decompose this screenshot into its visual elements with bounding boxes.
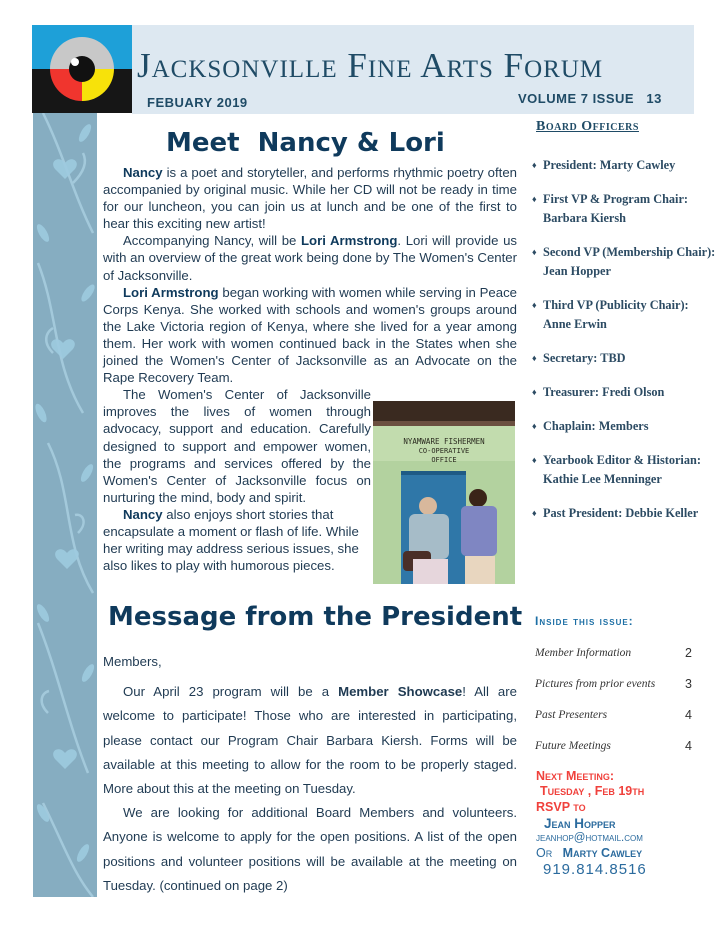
- diamond-bullet-icon: ♦: [532, 455, 537, 465]
- toc-item: [535, 736, 720, 767]
- toc-label: Future Meetings: [535, 740, 611, 752]
- officer-text: President: Marty Cawley: [543, 158, 676, 172]
- officer-item: [531, 156, 716, 175]
- bold-name: Lori Armstrong: [123, 284, 219, 300]
- toc-item: [535, 643, 720, 674]
- salutation: Members,: [103, 654, 162, 669]
- article-heading: Meet Nancy & Lori: [166, 128, 445, 158]
- officer-item: [531, 504, 716, 523]
- toc-label: Pictures from prior events: [535, 678, 656, 690]
- officer-item: [531, 296, 716, 334]
- officer-item: [531, 349, 716, 368]
- diamond-bullet-icon: ♦: [532, 353, 537, 363]
- kenya-photo: [373, 401, 515, 584]
- contact-phone: 919.814.8516: [543, 860, 647, 878]
- contact-name-2: Marty Cawley: [562, 846, 643, 861]
- diamond-bullet-icon: ♦: [532, 300, 537, 310]
- issue-volume: VOLUME 7 ISSUE 13: [518, 91, 662, 106]
- paragraph-text: . Lori will provide us with an overview of the great work being done by The Women's Center of Jacksonville.: [103, 233, 517, 283]
- president-heading: Message from the President: [108, 602, 523, 632]
- decorative-floral-sidebar: [33, 113, 97, 897]
- inside-heading: Inside this issue:: [535, 614, 634, 628]
- message-paragraph: [103, 680, 517, 801]
- board-officers-heading: Board Officers: [536, 119, 639, 134]
- next-meeting-label: Next Meeting:: [536, 769, 615, 783]
- svg-text:CO-OPERATIVE: CO-OPERATIVE: [418, 447, 470, 455]
- bold-name: Nancy: [123, 165, 163, 180]
- officer-text: Third VP (Publicity Chair): Anne Erwin: [543, 298, 689, 331]
- officer-item: [531, 383, 716, 402]
- toc-page: 2: [685, 646, 692, 660]
- article-paragraph: [103, 284, 517, 387]
- svg-text:NYAMWARE FISHERMEN: NYAMWARE FISHERMEN: [403, 437, 485, 446]
- diamond-bullet-icon: ♦: [532, 160, 537, 170]
- rsvp-label: RSVP to: [536, 799, 586, 814]
- officer-text: Chaplain: Members: [543, 419, 649, 433]
- contact-email[interactable]: jeanhop@hotmail.com: [536, 832, 643, 845]
- toc-label: Past Presenters: [535, 709, 608, 721]
- officer-text: First VP & Program Chair: Barbara Kiersh: [543, 192, 689, 225]
- officer-item: [531, 190, 716, 228]
- paragraph-text: Accompanying Nancy, will be: [123, 233, 301, 249]
- officer-list: [531, 156, 716, 523]
- toc-item: [535, 705, 720, 736]
- next-meeting-box: [536, 769, 721, 877]
- toc-label: Member Information: [535, 647, 632, 659]
- paragraph-text: is a poet and storyteller, and performs rhythmic poetry often accompanied by original music. While her CD will not be ready in time for our luncheon, you can join us at lunch and be one of the first to hear this exciting new artist!: [103, 165, 517, 232]
- officer-text: Second VP (Membership Chair): Jean Hopper: [543, 245, 716, 278]
- forum-logo: [32, 25, 132, 113]
- contact-or-line: [536, 846, 721, 861]
- board-officers-panel: [531, 119, 716, 538]
- toc-page: 4: [685, 739, 692, 753]
- photo-image-icon: [373, 401, 515, 584]
- diamond-bullet-icon: ♦: [532, 194, 537, 204]
- paragraph-text: Our April 23 program will be a: [123, 684, 339, 700]
- officer-item: [531, 243, 716, 281]
- president-message: [103, 650, 517, 898]
- table-of-contents: [535, 643, 720, 767]
- toc-page: 3: [685, 677, 692, 691]
- diamond-bullet-icon: ♦: [532, 421, 537, 431]
- article-paragraph: [103, 232, 517, 283]
- toc-page: 4: [685, 708, 692, 722]
- officer-text: Treasurer: Fredi Olson: [543, 385, 665, 399]
- officer-text: Past President: Debbie Keller: [543, 506, 699, 520]
- officer-item: [531, 417, 716, 436]
- contact-name-1: Jean Hopper: [544, 815, 616, 831]
- diamond-bullet-icon: ♦: [532, 247, 537, 257]
- officer-text: Yearbook Editor & Historian: Kathie Lee Menninger: [543, 453, 701, 486]
- toc-item: [535, 674, 720, 705]
- paragraph-text: began working with women while serving in Peace Corps Kenya. She worked with schools and women's groups around the Lake Victoria region of Kenya, where she lived for a year among them. Her work with women continued back in the States when she joined the Women's Center of Jacksonville as an Advocate on the Rape Recovery Team.: [103, 284, 517, 386]
- diamond-bullet-icon: ♦: [532, 387, 537, 397]
- next-meeting-date: Tuesday , Feb 19th: [540, 784, 645, 799]
- masthead-title: Jacksonville Fine Arts Forum: [137, 46, 604, 85]
- bold-name: Lori Armstrong: [300, 233, 398, 249]
- svg-text:OFFICE: OFFICE: [431, 456, 457, 464]
- diamond-bullet-icon: ♦: [532, 508, 537, 518]
- inside-this-issue: [535, 614, 720, 767]
- officer-item: [531, 451, 716, 489]
- paragraph-text: ! All are welcome to participate! Those who are interested in participating, please contact our Program Chair Barbara Kiersh. Forms will be available at this meeting to allow for the room to be properly staged. More about this at the meeting on Tuesday.: [103, 684, 517, 797]
- article-paragraph: [103, 164, 517, 232]
- message-paragraph: We are looking for additional Board Members and volunteers. Anyone is welcome to apply for the open positions. A list of the open positions and volunteer positions will be available at the meeting on Tuesday. (continued on page 2): [103, 805, 517, 893]
- officer-text: Secretary: TBD: [543, 351, 626, 365]
- bold-text: Member Showcase: [338, 684, 463, 700]
- or-text: Or: [536, 846, 553, 861]
- article-paragraph: The Women's Center of Jacksonville improves the lives of women through advocacy, support and education. Carefully designed to support and empower women, the programs and services offered by the Women's Center of Jacksonville focus on nurturing the mind, body and spirit.: [103, 387, 371, 505]
- floral-heart-pattern-icon: [33, 113, 97, 897]
- eye-logo-icon: [32, 25, 132, 113]
- issue-date: FEBUARY 2019: [147, 95, 248, 110]
- paragraph-text: also enjoys short stories that encapsulate a moment or flash of life. While her writing may address serious issues, she also likes to play with humorous pieces.: [103, 506, 359, 574]
- bold-name: Nancy: [123, 506, 163, 522]
- article-paragraph: [103, 506, 371, 574]
